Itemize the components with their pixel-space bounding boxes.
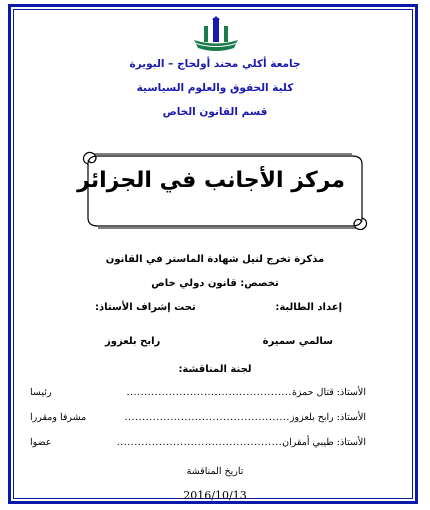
department-name: قسم القانون الخاص xyxy=(162,106,268,118)
student-name: سالمي سميرة xyxy=(262,336,333,347)
member-dots: ............................................... xyxy=(126,387,292,398)
member-role: عضوا xyxy=(30,437,52,448)
university-name: جامعة أكلي محند أولحاج – البويرة xyxy=(129,58,301,70)
committee-member xyxy=(30,412,366,423)
committee-member xyxy=(30,437,366,448)
specialty: تخصص: قانون دولي خاص xyxy=(151,278,279,289)
member-name: الأستاذ: رابح بلعزوز xyxy=(289,412,366,423)
thesis-title: مركز الأجانب في الجزائر xyxy=(77,168,345,193)
supervisor-label: تحت إشراف الأستاذ: xyxy=(95,302,196,313)
faculty-name: كلية الحقوق والعلوم السياسية xyxy=(136,82,294,94)
committee-member xyxy=(30,387,366,398)
university-logo xyxy=(190,14,242,54)
prepared-by-label: إعداد الطالبة: xyxy=(275,302,342,313)
supervisor-name: رابح بلعزوز xyxy=(105,336,161,347)
member-role: مشرفا ومقررا xyxy=(30,412,87,423)
member-dots: ............................................... xyxy=(116,437,283,448)
committee-label: لجنة المناقشة: xyxy=(178,364,252,375)
member-role: رئيسا xyxy=(30,387,52,398)
member-name: الأستاذ: قتال حمزة xyxy=(291,387,366,398)
member-name: الأستاذ: طيبي أمقران xyxy=(282,437,366,448)
member-dots: ............................................... xyxy=(124,412,290,423)
thesis-note: مذكرة تخرج لنيل شهادة الماستر في القانون xyxy=(105,254,325,265)
defense-date-label: تاريخ المناقشة xyxy=(186,466,244,477)
defense-date: 2016/10/13 xyxy=(183,489,247,502)
